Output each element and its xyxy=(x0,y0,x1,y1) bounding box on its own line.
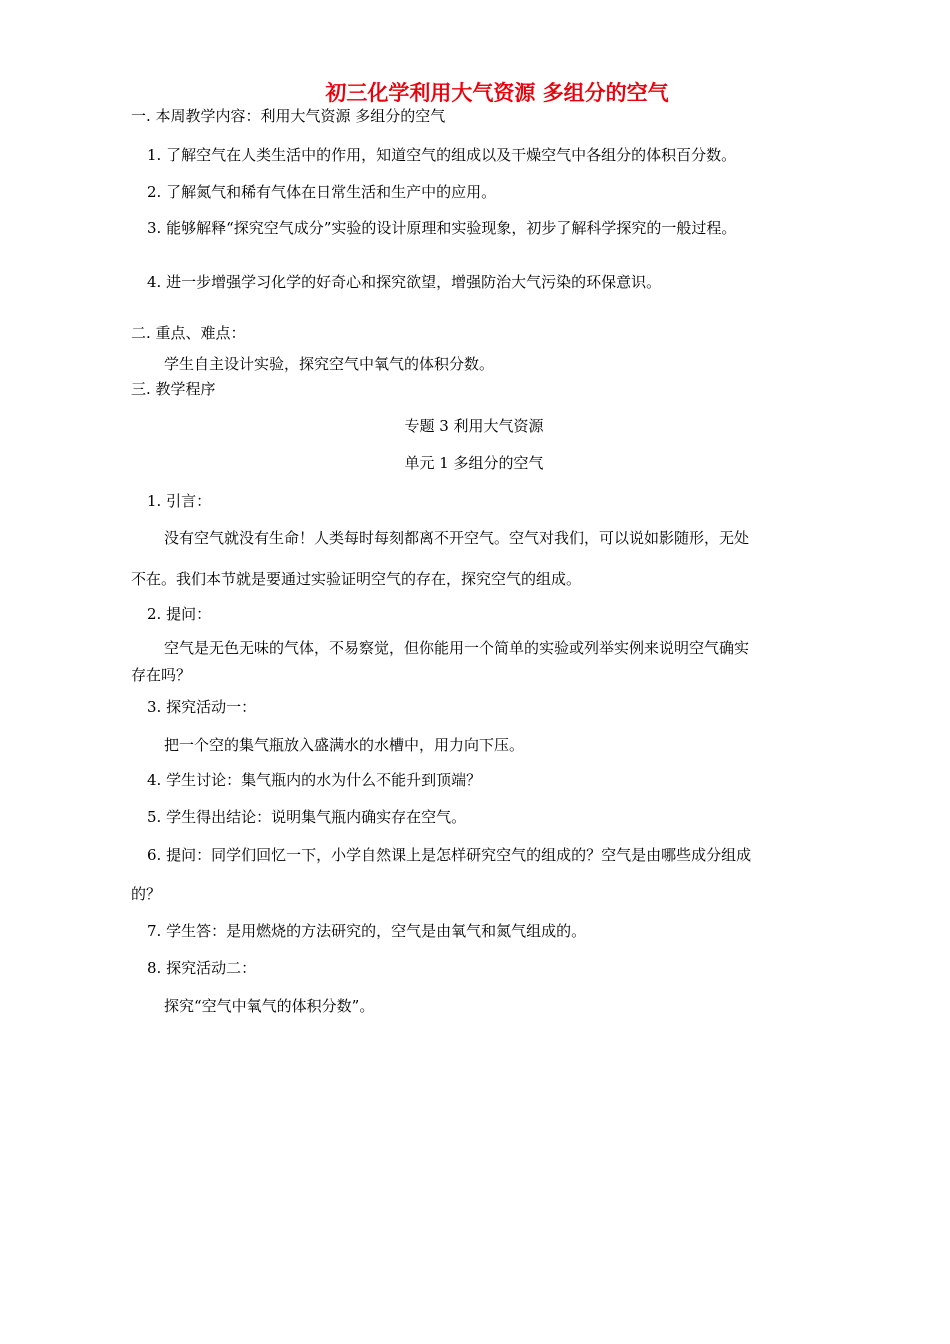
section3-heading: 三. 教学程序 xyxy=(131,380,216,398)
step5-text: 5. 学生得出结论：说明集气瓶内确实存在空气。 xyxy=(147,808,467,826)
topic-heading: 专题 3 利用大气资源 xyxy=(404,417,544,435)
step4-text: 4. 学生讨论：集气瓶内的水为什么不能升到顶端？ xyxy=(147,771,482,789)
step1-label: 1. 引言： xyxy=(147,492,212,510)
step2-text-a: 空气是无色无味的气体，不易察觉，但你能用一个简单的实验或列举实例来说明空气确实 xyxy=(164,639,750,657)
step6-text-b: 的？ xyxy=(131,885,162,903)
section1-heading: 一. 本周教学内容：利用大气资源 多组分的空气 xyxy=(131,107,446,125)
section1-item-3: 3. 能够解释“探究空气成分”实验的设计原理和实验现象，初步了解科学探究的一般过程。 xyxy=(147,219,737,237)
section2-body: 学生自主设计实验，探究空气中氧气的体积分数。 xyxy=(164,355,495,373)
step3-label: 3. 探究活动一： xyxy=(147,698,257,716)
step8-label: 8. 探究活动二： xyxy=(147,959,257,977)
step6-text-a: 6. 提问：同学们回忆一下，小学自然课上是怎样研究空气的组成的？空气是由哪些成分组成 xyxy=(147,846,752,864)
section2-heading: 二. 重点、难点： xyxy=(131,324,246,342)
step7-text: 7. 学生答：是用燃烧的方法研究的，空气是由氧气和氮气组成的。 xyxy=(147,922,587,940)
step8-text: 探究“空气中氧气的体积分数”。 xyxy=(164,997,375,1015)
document-title: 初三化学利用大气资源 多组分的空气 xyxy=(325,81,669,105)
section1-item-4: 4. 进一步增强学习化学的好奇心和探究欲望，增强防治大气污染的环保意识。 xyxy=(147,273,662,291)
unit-heading: 单元 1 多组分的空气 xyxy=(404,454,544,472)
step2-text-b: 存在吗？ xyxy=(131,666,192,684)
section1-item-1: 1. 了解空气在人类生活中的作用，知道空气的组成以及干燥空气中各组分的体积百分数。 xyxy=(147,146,737,164)
step1-text-a: 没有空气就没有生命！人类每时每刻都离不开空气。空气对我们，可以说如影随形，无处 xyxy=(164,529,750,547)
section1-item-2: 2. 了解氮气和稀有气体在日常生活和生产中的应用。 xyxy=(147,183,497,201)
step1-text-b: 不在。我们本节就是要通过实验证明空气的存在，探究空气的组成。 xyxy=(131,570,582,588)
step3-text: 把一个空的集气瓶放入盛满水的水槽中，用力向下压。 xyxy=(164,736,525,754)
step2-label: 2. 提问： xyxy=(147,605,212,623)
